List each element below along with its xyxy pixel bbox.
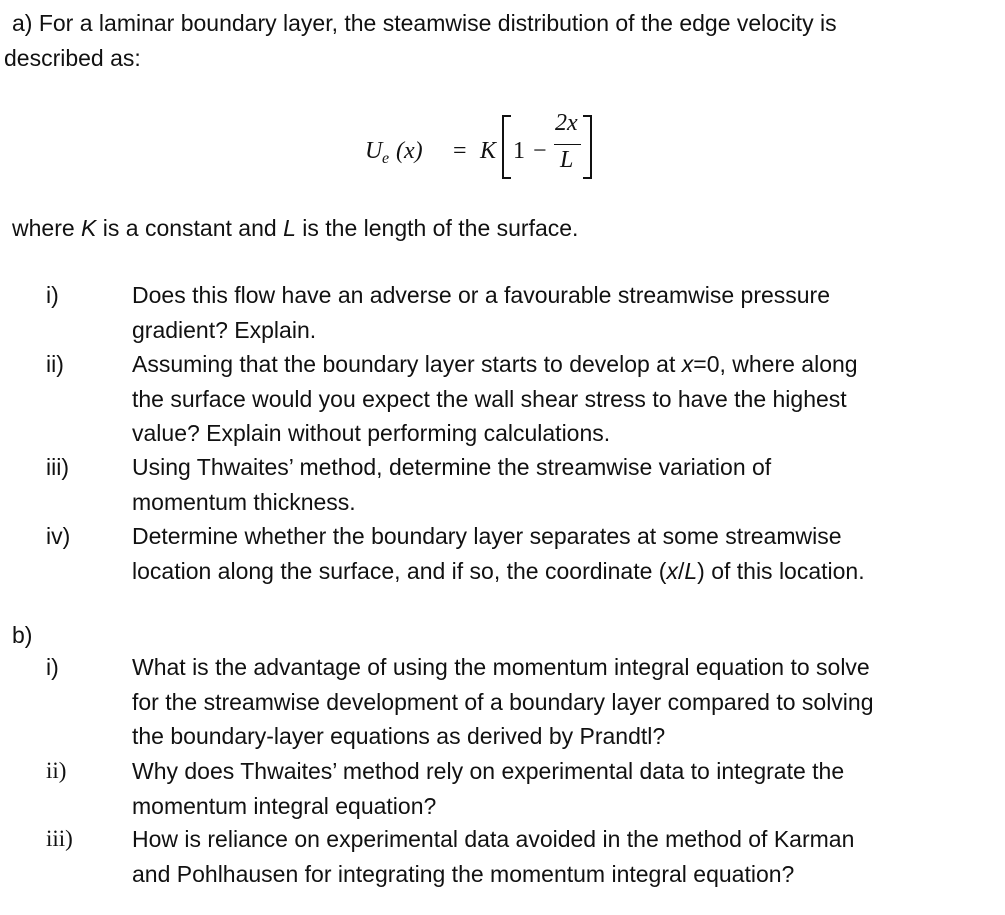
b-item-i-line1: What is the advantage of using the momentum integral equation to solve [132,654,870,680]
a-ii-l1-x: x [681,351,694,377]
b-item-iii-line1: How is reliance on experimental data avoided in the method of Karman [132,826,855,852]
eq-fraction-bar [554,144,581,145]
a-item-iii-text [132,450,992,519]
a-iv-l2-x: x [666,557,678,584]
edge-velocity-equation [365,110,665,190]
a-ii-l1-post: =0, where along [693,351,858,377]
eq-left-bracket [502,115,511,179]
eq-minus: − [533,138,547,164]
eq-numerator: 2x [555,110,578,136]
a-item-iv-line2 [132,554,992,589]
b-item-ii-line1: Why does Thwaites’ method rely on experimental data to integrate the [132,758,845,784]
a-iv-l2-post: ) of this location. [697,557,865,584]
b-item-i-text [132,650,992,754]
a-iv-l2-slash: / [677,557,685,584]
b-item-i-line2: for the streamwise development of a boundary layer compared to solving [132,688,874,715]
eq-one: 1 [513,138,525,164]
a-item-iii-label: iii) [46,454,69,480]
a-item-i-line2: gradient? Explain. [132,316,317,343]
eq-equals: = [453,138,467,164]
b-item-iii-line2: and Pohlhausen for integrating the momentum integral equation? [132,860,795,887]
a-item-iv-text [132,519,992,588]
where-mid: is a constant and [96,215,284,241]
part-b-label: b) [12,622,33,648]
where-line [12,211,578,245]
where-suffix: is the length of the surface. [295,215,579,241]
where-prefix: where [12,215,82,241]
eq-K: K [480,138,497,164]
b-item-ii-text [132,754,992,823]
a-item-iv-line1: Determine whether the boundary layer separates at some streamwise [132,523,842,549]
a-iv-l2-pre: location along the surface, and if so, the coordinate ( [132,557,667,584]
a-iv-l2-L: L [684,557,698,584]
a-item-iii-line2: momentum thickness. [132,488,356,515]
a-item-ii-line2: the surface would you expect the wall shear stress to have the highest [132,385,847,412]
a-item-i-line1: Does this flow have an adverse or a favourable streamwise pressure [132,282,831,308]
b-item-i-label: i) [46,654,59,680]
where-K: K [81,215,97,241]
a-item-iv-label: iv) [46,523,71,549]
part-a-intro-line2: described as: [4,45,141,71]
b-item-iii-text [132,822,992,891]
b-item-ii-label: ii) [46,758,67,783]
a-ii-l1-pre: Assuming that the boundary layer starts to develop at [132,351,682,377]
eq-subscript-e: e [382,150,390,167]
a-item-i-label: i) [46,282,59,308]
b-item-ii-line2: momentum integral equation? [132,792,437,819]
eq-U: U [365,138,383,164]
a-item-ii-line3: value? Explain without performing calculations. [132,420,611,446]
b-item-iii-label: iii) [46,826,73,851]
a-item-ii-text [132,347,992,451]
where-L: L [283,215,296,241]
a-item-ii-label: ii) [46,351,64,377]
a-item-iii-line1: Using Thwaites’ method, determine the streamwise variation of [132,454,772,480]
a-item-i-text [132,278,992,347]
a-item-ii-line1 [132,347,992,382]
part-a-intro-line1: a) For a laminar boundary layer, the steamwise distribution of the edge velocity is [12,10,837,36]
b-item-i-line3: the boundary-layer equations as derived by Prandtl? [132,723,666,749]
eq-arg-x: (x) [396,138,423,164]
eq-denominator: L [560,147,574,173]
eq-right-bracket [583,115,592,179]
